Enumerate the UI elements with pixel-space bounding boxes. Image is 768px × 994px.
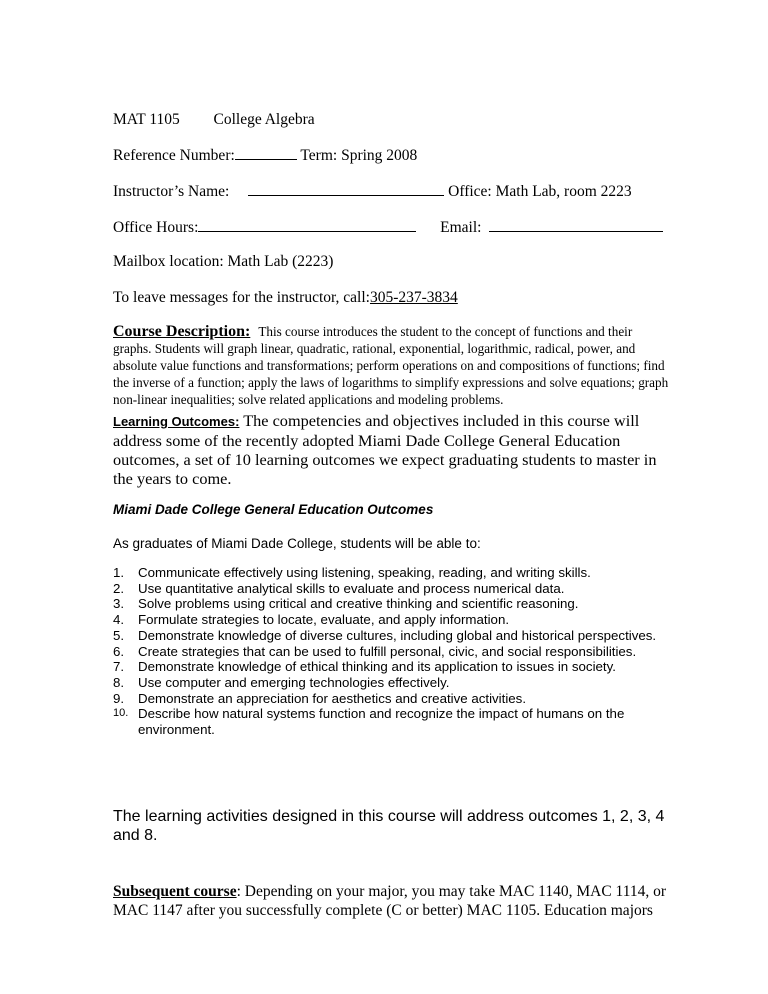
item-text: Communicate effectively using listening, speaking, reading, and writing skills.	[138, 565, 591, 580]
office-hours-line	[113, 217, 663, 237]
item-number: 1.	[113, 565, 125, 580]
item-text: Use quantitative analytical skills to evaluate and process numerical data.	[138, 580, 565, 596]
item-number: 9.	[113, 690, 125, 706]
learning-outcomes	[113, 411, 673, 488]
reference-term-line	[113, 145, 417, 165]
term-label: Term: Spring 2008	[300, 147, 418, 164]
course-description-text: This course introduces the student to the concept of functions and their graphs. Students will graph linear, quadratic, rational, exponential, logarithmic, radical, power, and absolute value functions and transformations; perform operations on and compositions of functions; find the inverse of a function; apply the laws of logarithms to simplify expressions and solve equations; graph non-linear inequalities; solve related applications and modeling problems.	[113, 324, 669, 407]
list-item	[113, 691, 673, 707]
list-item	[113, 596, 673, 612]
activities-statement: The learning activities designed in this course will address outcomes 1, 2, 3, 4 and 8.	[113, 808, 665, 844]
item-number: 8.	[113, 674, 125, 690]
email-blank	[489, 217, 663, 232]
item-number: 10.	[113, 707, 129, 720]
course-code: MAT 1105	[113, 111, 180, 128]
item-text: Solve problems using critical and creative thinking and scientific reasoning.	[138, 596, 579, 612]
item-text: Demonstrate an appreciation for aesthetics and creative activities.	[138, 690, 527, 706]
list-item	[113, 581, 673, 597]
messages-label: To leave messages for the instructor, call:	[113, 289, 370, 306]
email-label: Email:	[440, 219, 482, 236]
reference-number-label: Reference Number:	[113, 147, 235, 164]
list-item	[113, 612, 673, 628]
learning-outcomes-heading: Learning Outcomes:	[113, 414, 240, 429]
course-description	[113, 323, 673, 408]
subsequent-course	[113, 882, 673, 920]
office-value: Math Lab, room 2223	[495, 183, 632, 200]
item-text: Use computer and emerging technologies effectively.	[138, 674, 450, 690]
item-number: 3.	[113, 596, 125, 612]
office-hours-blank	[198, 217, 416, 232]
item-text: Demonstrate knowledge of diverse cultures, including global and historical perspectives.	[138, 627, 657, 643]
instructor-name-label: Instructor’s Name:	[113, 183, 230, 200]
item-number: 4.	[113, 612, 125, 628]
learning-outcomes-text: The competencies and objectives included in this course will address some of the recently adopted Miami Dade College General Education outcomes, a set of 10 learning outcomes we expect graduating students to master in the years to come.	[113, 411, 657, 488]
messages-line	[113, 288, 458, 307]
item-text: Describe how natural systems function and recognize the impact of humans on the environment.	[138, 706, 625, 738]
list-item	[113, 675, 673, 691]
phone-link[interactable]: 305-237-3834	[369, 289, 458, 306]
course-name: College Algebra	[213, 111, 315, 128]
course-title-line	[113, 110, 315, 129]
list-item	[113, 659, 673, 675]
item-text: Demonstrate knowledge of ethical thinking and its application to issues in society.	[138, 659, 616, 675]
course-description-heading: Course Description:	[113, 323, 251, 340]
gen-ed-title: Miami Dade College General Education Outcomes	[113, 502, 434, 517]
list-item	[113, 706, 673, 737]
mailbox-location: Mailbox location: Math Lab (2223)	[113, 253, 334, 270]
item-text: Formulate strategies to locate, evaluate, and apply information.	[138, 612, 510, 628]
instructor-line	[113, 181, 632, 201]
office-label: Office:	[448, 183, 492, 200]
list-item	[113, 565, 673, 581]
list-item	[113, 644, 673, 660]
office-hours-label: Office Hours:	[113, 219, 199, 236]
item-number: 5.	[113, 627, 125, 643]
item-number: 6.	[113, 643, 125, 659]
list-item	[113, 628, 673, 644]
reference-number-blank	[235, 145, 297, 160]
gen-ed-intro: As graduates of Miami Dade College, students will be able to:	[113, 536, 481, 551]
item-text: Create strategies that can be used to fulfill personal, civic, and social responsibilities.	[138, 643, 637, 659]
subsequent-course-heading: Subsequent course	[113, 883, 237, 900]
instructor-name-blank	[248, 181, 444, 196]
item-number: 7.	[113, 659, 125, 675]
subsequent-course-text: : Depending on your major, you may take MAC 1140, MAC 1114, or MAC 1147 after you successfully complete (C or better) MAC 1105. Education majors	[113, 883, 667, 919]
item-number: 2.	[113, 580, 125, 596]
outcomes-list	[113, 565, 673, 738]
